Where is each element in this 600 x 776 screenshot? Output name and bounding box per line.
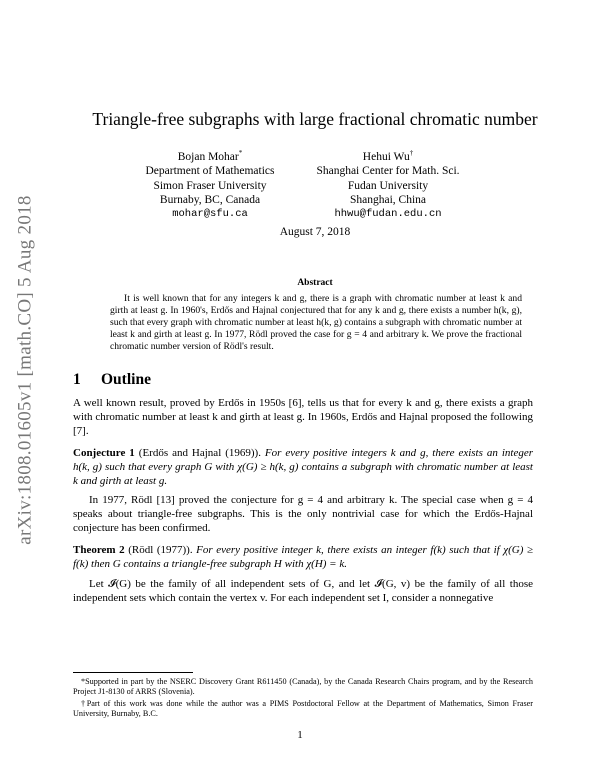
author-email[interactable]: mohar@sfu.ca xyxy=(172,208,248,221)
arxiv-id: arXiv:1808.01605v1 [math.CO] 5 Aug 2018 xyxy=(15,195,37,545)
theorem-text: For every positive integer k, there exists an integer f(k) such that if χ(G) ≥ f(k) then G contains a triangle-free subgraph H with χ(H) = k. xyxy=(73,544,534,570)
author-dept: Department of Mathematics xyxy=(145,165,275,178)
author-location: Burnaby, BC, Canada xyxy=(159,194,261,207)
footnote-rule xyxy=(73,672,193,673)
abstract-heading: Abstract xyxy=(297,278,333,288)
conjecture-text: For every positive integers k and g, there exists an integer h(k, g) such that every graph G with χ(G) ≥ h(k, g) contains a subgraph with chromatic number at least k and girth at least g. xyxy=(73,447,533,487)
author-location: Shanghai, China xyxy=(349,194,427,207)
theorem-attribution: (Rödl (1977)). xyxy=(128,544,193,556)
footnote-2: †Part of this work was done while the author was a PIMS Postdoctoral Fellow at the Department of Mathematics, Simon Fraser University, Burnaby, B.C. xyxy=(73,699,533,718)
section-heading xyxy=(73,371,151,389)
section-number: 1 xyxy=(73,371,81,388)
author-email[interactable]: hhwu@fudan.edu.cn xyxy=(334,208,442,221)
author-dept: Shanghai Center for Math. Sci. xyxy=(316,165,460,178)
paper-date: August 7, 2018 xyxy=(279,226,351,238)
paper-title: Triangle-free subgraphs with large fractional chromatic number xyxy=(92,109,538,129)
conjecture-attribution: (Erdős and Hajnal (1969)). xyxy=(138,447,261,459)
paragraph-rodl: In 1977, Rödl [13] proved the conjecture for g = 4 and arbitrary k. The special case when g = 4 speaks about triangle-free subgraphs. This is the only nontrivial case for which the Erdős-Hajnal conjecture has been confirmed. xyxy=(73,494,533,534)
section-title: Outline xyxy=(101,371,151,388)
footnote-1: *Supported in part by the NSERC Discovery Grant R611450 (Canada), by the Canada Research Chairs program, and by the Research Project J1-8130 of ARRS (Slovenia). xyxy=(73,677,533,696)
author-institution: Fudan University xyxy=(347,179,429,192)
abstract-text: It is well known that for any integers k and g, there is a graph with chromatic number at least k and girth at least g. In 1960's, Erdős and Hajnal conjectured that for any k and g, there exists a number h(k, g), such that every graph with chromatic number at least h(k, g) contains a subgraph with chromatic number at least k and girth at least g. In 1977, Rödl proved the case for g = 4 and arbitrary k. We prove the fractional chromatic number version of Rödl's result. xyxy=(110,293,522,352)
conjecture-block xyxy=(73,447,533,488)
author-block-2 xyxy=(288,146,488,222)
page-number: 1 xyxy=(297,729,303,741)
paragraph-independent-sets: Let 𝓘(G) be the family of all independent sets of G, and let 𝓘(G, v) be the family of all those independent sets which contain the vertex v. For each independent set I, consider a nonnegative xyxy=(73,578,533,604)
theorem-block xyxy=(73,544,533,572)
theorem-label: Theorem 2 xyxy=(73,544,125,556)
arxiv-stamp xyxy=(6,170,46,570)
paragraph-intro: A well known result, proved by Erdős in 1950s [6], tells us that for every k and g, there exists a graph with chromatic number at least k and girth at least g. In 1960s, Erdős and Hajnal proposed the following [7]. xyxy=(73,397,533,437)
author-block-1 xyxy=(110,146,310,222)
conjecture-label: Conjecture 1 xyxy=(73,447,135,459)
author-institution: Simon Fraser University xyxy=(153,179,267,192)
author-name: Hehui Wu† xyxy=(362,149,414,163)
author-name: Bojan Mohar* xyxy=(177,149,243,163)
